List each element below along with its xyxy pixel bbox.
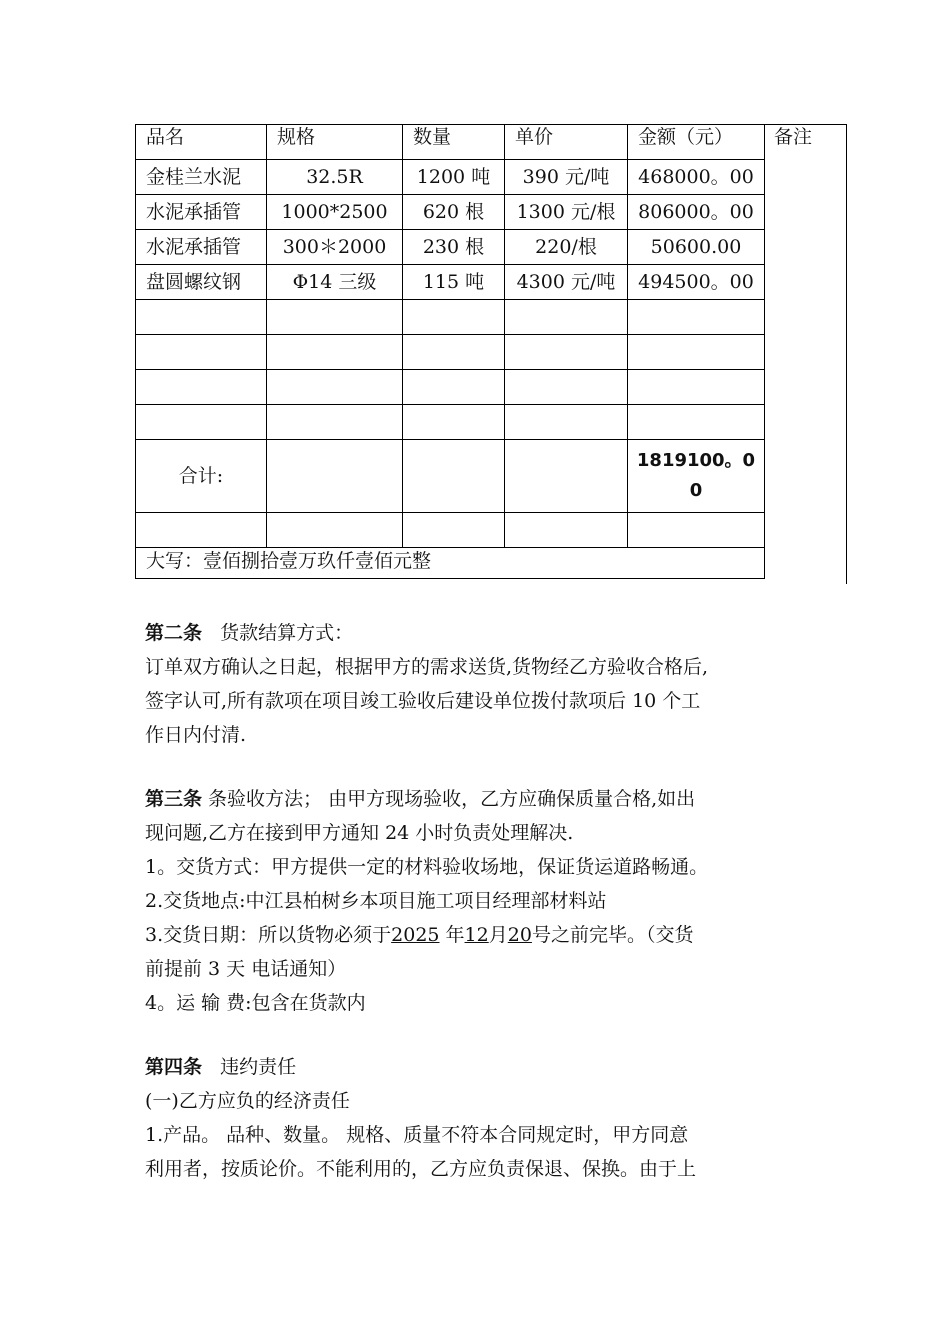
- article-2-line: 订单双方确认之日起，根据甲方的需求送货,货物经乙方验收合格后,: [145, 656, 709, 678]
- cell-qty: 620 根: [403, 195, 505, 230]
- table-header-row: [136, 125, 765, 160]
- delivery-month: 12: [464, 924, 489, 946]
- cell-name: 金桂兰水泥: [136, 160, 267, 195]
- article-4-line: 利用者，按质论价。不能利用的，乙方应负责保退、保换。由于上: [145, 1158, 697, 1180]
- cell-amount: 50600.00: [628, 230, 765, 265]
- empty-row: [136, 335, 765, 370]
- article-4-sub: (一)乙方应负的经济责任: [145, 1090, 350, 1112]
- article-2-title: 第二条: [145, 622, 203, 644]
- header-cell: 单价: [505, 125, 628, 160]
- header-cell: 规格: [267, 125, 403, 160]
- cell-amount: 494500。00: [628, 265, 765, 300]
- remark-header: 备注: [774, 126, 813, 148]
- cell-name: 盘圆螺纹钢: [136, 265, 267, 300]
- article-4-line: 1.产品。 品种、数量。 规格、质量不符本合同规定时，甲方同意: [145, 1124, 689, 1146]
- header-cell: 品名: [136, 125, 267, 160]
- article-3-title: 第三条: [145, 788, 203, 810]
- cell-price: 390 元/吨: [505, 160, 628, 195]
- cell-name: 水泥承插管: [136, 230, 267, 265]
- cell-spec: 1000*2500: [267, 195, 403, 230]
- cell-qty: 115 吨: [403, 265, 505, 300]
- empty-row: [136, 300, 765, 335]
- cell-price: 4300 元/吨: [505, 265, 628, 300]
- amount-in-words: 大写：壹佰捌拾壹万玖仟壹佰元整: [136, 548, 765, 579]
- remark-column: [764, 124, 847, 584]
- delivery-year: 2025: [391, 924, 440, 946]
- cell-price: 1300 元/根: [505, 195, 628, 230]
- article-3-item: 4。运 输 费:包含在货款内: [145, 992, 366, 1014]
- cell-name: 水泥承插管: [136, 195, 267, 230]
- article-2-line: 签字认可,所有款项在项目竣工验收后建设单位拨付款项后 10 个工: [145, 690, 701, 712]
- goods-table: [135, 124, 765, 579]
- article-2-line: 作日内付清.: [145, 724, 247, 746]
- cell-amount: 468000。00: [628, 160, 765, 195]
- total-label: 合计:: [136, 440, 267, 513]
- table-row: [136, 195, 765, 230]
- cell-amount: 806000。00: [628, 195, 765, 230]
- empty-row: [136, 370, 765, 405]
- article-4-heading: 违约责任: [220, 1056, 297, 1078]
- article-3-item: 3.交货日期：所以货物必须于2025 年12月20号之前完毕。（交货: [145, 924, 694, 946]
- cell-qty: 1200 吨: [403, 160, 505, 195]
- article-3-item: 1。交货方式：甲方提供一定的材料验收场地，保证货运道路畅通。: [145, 856, 709, 878]
- cell-spec: Φ14 三级: [267, 265, 403, 300]
- article-2-heading: 货款结算方式：: [220, 622, 354, 644]
- cell-spec: 32.5R: [267, 160, 403, 195]
- cell-price: 220/根: [505, 230, 628, 265]
- article-3: [145, 782, 825, 1020]
- header-cell: 金额（元）: [628, 125, 765, 160]
- total-value: 1819100。00: [628, 440, 765, 513]
- daxie-row: [136, 548, 765, 579]
- article-3-line: 前提前 3 天 电话通知）: [145, 958, 347, 980]
- table-row: [136, 230, 765, 265]
- table-row: [136, 265, 765, 300]
- article-3-item: 2.交货地点:中江县柏树乡本项目施工项目经理部材料站: [145, 890, 607, 912]
- article-4: [145, 1050, 825, 1186]
- article-3-line: 现问题,乙方在接到甲方通知 24 小时负责处理解决.: [145, 822, 574, 844]
- empty-row: [136, 513, 765, 548]
- article-4-title: 第四条: [145, 1056, 203, 1078]
- empty-row: [136, 405, 765, 440]
- article-2: [145, 616, 825, 752]
- article-3-text: 条验收方法； 由甲方现场验收，乙方应确保质量合格,如出: [202, 788, 696, 810]
- cell-spec: 300＊2000: [267, 230, 403, 265]
- delivery-day: 20: [507, 924, 532, 946]
- cell-qty: 230 根: [403, 230, 505, 265]
- header-cell: 数量: [403, 125, 505, 160]
- total-row: [136, 440, 765, 513]
- table-row: [136, 160, 765, 195]
